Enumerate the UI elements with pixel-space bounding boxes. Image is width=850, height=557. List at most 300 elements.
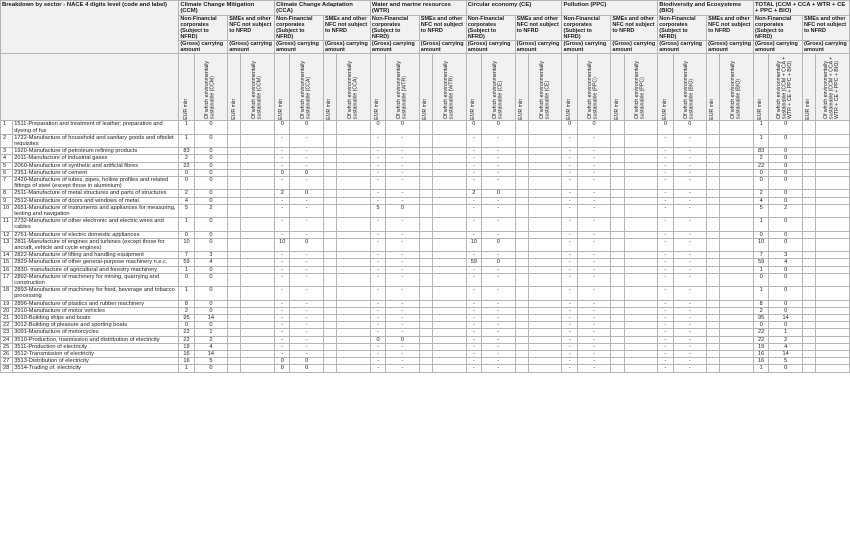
sme-not-subject-header: SMEs and other NFC not subject to NFRD (707, 15, 754, 40)
column-label (337, 54, 371, 121)
column-label (515, 54, 528, 121)
value-cell (624, 169, 658, 176)
value-cell: - (562, 365, 577, 372)
value-cell: 0 (386, 121, 420, 134)
value-cell: - (466, 287, 481, 300)
table-row (1, 134, 850, 147)
value-cell: - (562, 343, 577, 350)
value-cell: 0 (754, 322, 769, 329)
value-cell: - (290, 148, 324, 155)
value-cell: 0 (673, 121, 707, 134)
value-cell (337, 351, 371, 358)
value-cell: - (370, 273, 385, 286)
value-cell (802, 329, 815, 336)
value-cell: - (370, 322, 385, 329)
value-cell (419, 358, 432, 365)
value-cell: 1 (194, 329, 228, 336)
table-row (1, 155, 850, 162)
sector-label: 2512-Manufacture of doors and windows of metal (13, 197, 179, 204)
value-cell (433, 155, 467, 162)
value-cell (624, 315, 658, 322)
value-cell: - (562, 252, 577, 259)
value-cell (611, 162, 624, 169)
value-cell (611, 197, 624, 204)
value-cell: - (673, 162, 707, 169)
value-cell: 0 (290, 238, 324, 251)
value-cell: - (275, 162, 290, 169)
breakdown-title: Breakdown by sector - NACE 4 digits level (code and label) (1, 1, 179, 54)
value-cell (816, 273, 850, 286)
value-cell (816, 238, 850, 251)
value-cell: - (673, 266, 707, 273)
value-cell (324, 287, 337, 300)
value-cell: - (673, 190, 707, 197)
value-cell: 0 (194, 231, 228, 238)
value-cell (515, 197, 528, 204)
value-cell (515, 218, 528, 231)
value-cell (624, 336, 658, 343)
value-cell: 8 (754, 300, 769, 307)
value-cell (624, 329, 658, 336)
value-cell (816, 322, 850, 329)
value-cell: 4 (769, 343, 803, 350)
value-cell (433, 300, 467, 307)
sector-label: 2511-Manufacture of metal structures and parts of structures (13, 190, 179, 197)
value-cell (241, 273, 275, 286)
value-cell (515, 231, 528, 238)
sector-label: 2822-Manufacture of lifting and handling equipment (13, 252, 179, 259)
value-cell (802, 307, 815, 314)
value-cell: - (577, 169, 611, 176)
value-cell (241, 218, 275, 231)
value-cell: 5 (370, 204, 385, 217)
column-label-text: Of which environmentally sustainable (CE) (538, 61, 551, 120)
value-cell (528, 148, 562, 155)
value-cell (707, 300, 720, 307)
value-cell: - (386, 252, 420, 259)
value-cell: 0 (769, 190, 803, 197)
value-cell: 0 (769, 287, 803, 300)
value-cell (802, 351, 815, 358)
value-cell (228, 287, 241, 300)
value-cell (228, 259, 241, 266)
value-cell (528, 238, 562, 251)
value-cell: - (290, 307, 324, 314)
value-cell (816, 336, 850, 343)
value-cell: - (673, 365, 707, 372)
value-cell: 0 (658, 121, 673, 134)
value-cell: 59 (179, 259, 194, 266)
carrying-amount-header: (Gross) carrying amount (562, 41, 611, 54)
value-cell (324, 197, 337, 204)
value-cell (228, 190, 241, 197)
row-number: 17 (1, 273, 13, 286)
value-cell (228, 238, 241, 251)
value-cell: 22 (179, 162, 194, 169)
value-cell: 0 (194, 266, 228, 273)
column-label (658, 54, 673, 121)
value-cell: - (673, 169, 707, 176)
value-cell: 14 (194, 351, 228, 358)
value-cell (528, 134, 562, 147)
value-cell: - (658, 266, 673, 273)
value-cell (515, 190, 528, 197)
value-cell: - (673, 218, 707, 231)
value-cell: - (577, 273, 611, 286)
value-cell: 0 (769, 307, 803, 314)
value-cell: - (290, 162, 324, 169)
value-cell (707, 218, 720, 231)
value-cell: - (290, 329, 324, 336)
value-cell (515, 343, 528, 350)
value-cell (228, 252, 241, 259)
value-cell: 1 (754, 121, 769, 134)
value-cell: - (466, 162, 481, 169)
value-cell (816, 351, 850, 358)
column-label-text: Of which environmentally sustainable (WTR) (442, 61, 455, 120)
value-cell (433, 177, 467, 190)
value-cell (228, 365, 241, 372)
value-cell (241, 307, 275, 314)
sector-label: 2011-Manufacture of industrial gases (13, 155, 179, 162)
value-cell (228, 177, 241, 190)
value-cell (433, 307, 467, 314)
nfc-subject-header: Non-Financial corporates (Subject to NFRD) (466, 15, 515, 40)
value-cell: 0 (481, 238, 515, 251)
table-row (1, 322, 850, 329)
carrying-amount-header: (Gross) carrying amount (419, 41, 466, 54)
value-cell (802, 358, 815, 365)
value-cell (337, 218, 371, 231)
value-cell (624, 343, 658, 350)
value-cell: 0 (370, 336, 385, 343)
value-cell (228, 336, 241, 343)
value-cell: - (290, 322, 324, 329)
sector-label: 3511-Production of electricity (13, 343, 179, 350)
value-cell: 2 (194, 336, 228, 343)
value-cell: - (673, 177, 707, 190)
value-cell (707, 197, 720, 204)
value-cell: 1 (754, 134, 769, 147)
value-cell: 0 (194, 307, 228, 314)
value-cell: - (658, 148, 673, 155)
value-cell (707, 322, 720, 329)
value-cell (707, 169, 720, 176)
value-cell: 0 (754, 273, 769, 286)
value-cell: - (673, 148, 707, 155)
table-row (1, 259, 850, 266)
value-cell (515, 162, 528, 169)
value-cell: - (370, 259, 385, 266)
value-cell: - (562, 134, 577, 147)
column-label (228, 54, 241, 121)
table-row (1, 177, 850, 190)
value-cell (707, 307, 720, 314)
value-cell (419, 155, 432, 162)
value-cell: - (290, 204, 324, 217)
value-cell (241, 134, 275, 147)
value-cell (624, 162, 658, 169)
value-cell (802, 315, 815, 322)
value-cell (707, 134, 720, 147)
value-cell (337, 177, 371, 190)
value-cell (433, 336, 467, 343)
value-cell (241, 259, 275, 266)
column-label-text: EUR mln (374, 98, 381, 120)
sector-label: 3012-Building of pleasure and sporting boats (13, 322, 179, 329)
objective-group-header: Climate Change Adaptation (CCA) (275, 1, 371, 16)
value-cell (816, 259, 850, 266)
value-cell: - (562, 336, 577, 343)
value-cell: - (386, 266, 420, 273)
value-cell: 0 (769, 322, 803, 329)
value-cell: - (658, 134, 673, 147)
row-number: 25 (1, 343, 13, 350)
table-row (1, 238, 850, 251)
table-row (1, 365, 850, 372)
value-cell: - (275, 329, 290, 336)
value-cell: - (275, 273, 290, 286)
value-cell: - (577, 204, 611, 217)
value-cell (611, 218, 624, 231)
value-cell (720, 343, 754, 350)
value-cell (707, 358, 720, 365)
value-cell (707, 343, 720, 350)
value-cell: - (658, 162, 673, 169)
column-label (386, 54, 420, 121)
sector-label: 1511-Preparation and treatment of leather; preparation and dyeing of fus (13, 121, 179, 134)
value-cell: - (386, 351, 420, 358)
value-cell: - (577, 231, 611, 238)
sector-label: 3010-Building ships and boats (13, 315, 179, 322)
value-cell: - (481, 300, 515, 307)
value-cell (419, 121, 432, 134)
value-cell: - (370, 300, 385, 307)
value-cell (720, 231, 754, 238)
value-cell: - (577, 351, 611, 358)
value-cell: 10 (754, 238, 769, 251)
column-label-text: Of which environmentally sustainable (BIO) (683, 61, 695, 120)
value-cell (528, 322, 562, 329)
value-cell: - (481, 315, 515, 322)
value-cell: 3 (769, 252, 803, 259)
value-cell (419, 365, 432, 372)
value-cell (611, 358, 624, 365)
row-number: 9 (1, 197, 13, 204)
value-cell: - (386, 177, 420, 190)
value-cell: 14 (769, 315, 803, 322)
value-cell: 19 (754, 343, 769, 350)
value-cell (720, 238, 754, 251)
value-cell: 0 (275, 365, 290, 372)
value-cell: 0 (194, 169, 228, 176)
value-cell: - (466, 204, 481, 217)
value-cell (528, 197, 562, 204)
value-cell: 0 (769, 273, 803, 286)
value-cell: - (577, 365, 611, 372)
column-label-text: Of which environmentally sustainable (CE) (491, 61, 504, 120)
column-label-text: Of which environmentally sustainable (CCM + CCA + WTR + CE + PPC + BIO) (776, 57, 794, 120)
value-cell (337, 134, 371, 147)
value-cell: 0 (481, 259, 515, 266)
table-row (1, 121, 850, 134)
column-label-text: EUR mln (517, 98, 524, 120)
value-cell (816, 155, 850, 162)
column-label (194, 54, 228, 121)
value-cell: - (658, 197, 673, 204)
value-cell (433, 252, 467, 259)
value-cell: 0 (769, 169, 803, 176)
table-row (1, 190, 850, 197)
value-cell (720, 351, 754, 358)
objective-group-header: Biodiversity and Ecosystems (BIO) (658, 1, 754, 16)
value-cell (433, 351, 467, 358)
value-cell: 16 (754, 358, 769, 365)
value-cell: - (577, 358, 611, 365)
value-cell (720, 358, 754, 365)
value-cell: 0 (194, 162, 228, 169)
value-cell (528, 358, 562, 365)
value-cell: - (673, 343, 707, 350)
table-row (1, 351, 850, 358)
value-cell: - (673, 238, 707, 251)
column-label (290, 54, 324, 121)
value-cell (419, 169, 432, 176)
value-cell (707, 273, 720, 286)
column-label (816, 54, 850, 121)
value-cell (720, 177, 754, 190)
value-cell (337, 238, 371, 251)
value-cell: 2 (194, 204, 228, 217)
value-cell (720, 169, 754, 176)
row-number: 28 (1, 365, 13, 372)
value-cell (241, 252, 275, 259)
value-cell (515, 329, 528, 336)
value-cell: - (658, 190, 673, 197)
value-cell (611, 329, 624, 336)
value-cell: 0 (754, 169, 769, 176)
value-cell (228, 231, 241, 238)
value-cell (419, 162, 432, 169)
value-cell (419, 259, 432, 266)
value-cell: 0 (194, 134, 228, 147)
row-number: 21 (1, 315, 13, 322)
value-cell (241, 287, 275, 300)
value-cell: - (290, 266, 324, 273)
value-cell (802, 169, 815, 176)
value-cell: 83 (179, 148, 194, 155)
value-cell: 0 (179, 177, 194, 190)
column-label-text: EUR mln (278, 98, 285, 120)
value-cell: 0 (577, 121, 611, 134)
value-cell: - (275, 134, 290, 147)
value-cell: 0 (769, 155, 803, 162)
value-cell: - (658, 252, 673, 259)
value-cell (241, 148, 275, 155)
sme-not-subject-header: SMEs and other NFC not subject to NFRD (324, 15, 371, 40)
value-cell (419, 190, 432, 197)
value-cell (433, 204, 467, 217)
column-label (707, 54, 720, 121)
value-cell: - (562, 190, 577, 197)
value-cell: - (562, 177, 577, 190)
value-cell (515, 315, 528, 322)
value-cell (611, 121, 624, 134)
table-body (1, 121, 850, 372)
value-cell: - (370, 307, 385, 314)
table-row (1, 231, 850, 238)
value-cell: 2 (754, 190, 769, 197)
value-cell (802, 266, 815, 273)
value-cell: - (370, 162, 385, 169)
nfc-subject-header: Non-Financial corporates (Subject to NFRD) (370, 15, 419, 40)
value-cell (433, 148, 467, 155)
value-cell (433, 134, 467, 147)
value-cell: - (658, 351, 673, 358)
value-cell (515, 287, 528, 300)
value-cell: - (673, 300, 707, 307)
value-cell: - (481, 329, 515, 336)
value-cell: - (370, 148, 385, 155)
value-cell (611, 190, 624, 197)
value-cell: 0 (194, 365, 228, 372)
value-cell: - (673, 307, 707, 314)
value-cell (720, 273, 754, 286)
value-cell (611, 307, 624, 314)
value-cell (324, 351, 337, 358)
nfc-subject-header: Non-Financial corporates (Subject to NFRD) (179, 15, 228, 40)
value-cell: 0 (179, 169, 194, 176)
value-cell: 7 (754, 252, 769, 259)
value-cell (720, 197, 754, 204)
sector-label: 2351-Manufacture of cement (13, 169, 179, 176)
value-cell: - (481, 218, 515, 231)
value-cell: - (386, 155, 420, 162)
value-cell (611, 365, 624, 372)
table-row (1, 307, 850, 314)
value-cell (337, 148, 371, 155)
value-cell: - (466, 266, 481, 273)
value-cell: - (275, 148, 290, 155)
value-cell: - (290, 273, 324, 286)
value-cell (337, 336, 371, 343)
value-cell: - (466, 155, 481, 162)
value-cell: - (275, 204, 290, 217)
table-row (1, 204, 850, 217)
value-cell (816, 315, 850, 322)
value-cell: - (386, 322, 420, 329)
value-cell (241, 329, 275, 336)
value-cell: - (481, 266, 515, 273)
value-cell: 0 (386, 204, 420, 217)
value-cell (611, 169, 624, 176)
value-cell: 0 (194, 148, 228, 155)
value-cell (624, 322, 658, 329)
sector-label: 2892-Manufacture of machinery for mining, quarrying and construction (13, 273, 179, 286)
value-cell: - (370, 218, 385, 231)
value-cell (515, 365, 528, 372)
value-cell: 0 (275, 121, 290, 134)
value-cell (324, 300, 337, 307)
carrying-amount-header: (Gross) carrying amount (515, 41, 562, 54)
value-cell: 0 (754, 231, 769, 238)
row-number: 3 (1, 148, 13, 155)
row-number: 10 (1, 204, 13, 217)
value-cell: 0 (769, 300, 803, 307)
nfc-subject-header: Non-Financial corporates (Subject to NFRD) (562, 15, 611, 40)
sector-label: 2420-Manufacture of tubes, pipes, hollow profiles and related fittings of steel (except those in aluminium) (13, 177, 179, 190)
value-cell (515, 358, 528, 365)
